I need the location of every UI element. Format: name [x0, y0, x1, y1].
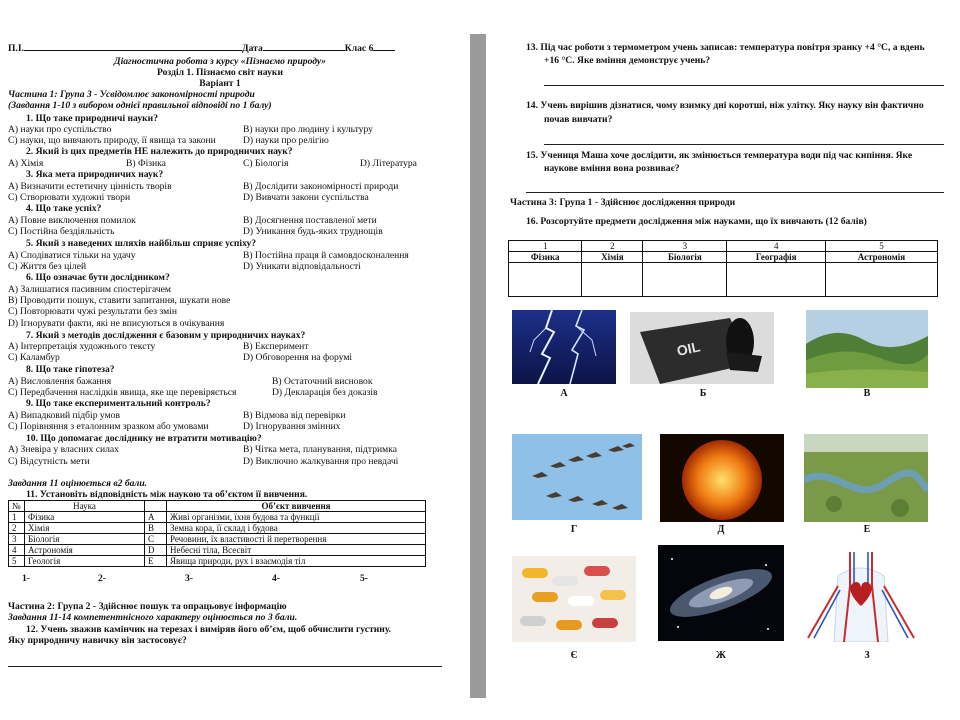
- cell-object: Явища природи, рух і взаємодія тіл: [167, 556, 426, 567]
- option-4d[interactable]: D) Уникання будь-яких труднощів: [243, 226, 383, 237]
- question-16: 16. Розсортуйте предмети дослідження між науками, що їх вивчають (12 балів): [526, 216, 867, 227]
- option-3a[interactable]: А) Визначити естетичну цінність творів: [8, 181, 172, 192]
- option-9b[interactable]: B) Відмова від перевірки: [243, 410, 346, 421]
- header-line: [8, 42, 395, 54]
- option-3b[interactable]: B) Дослідити закономірності природи: [243, 181, 399, 192]
- option-6d[interactable]: D) Ігнорувати факти, які не вписуються в очікування: [8, 318, 225, 329]
- option-7a[interactable]: А) Інтерпретація художнього тексту: [8, 341, 156, 352]
- image-label-d: Д: [717, 524, 725, 535]
- cell-science: Геологія: [25, 556, 145, 567]
- image-label-zh: Ж: [716, 650, 726, 661]
- answer-line-14[interactable]: [544, 144, 944, 145]
- question-6: 6. Що означає бути дослідником?: [26, 272, 170, 283]
- cell-num: 5: [9, 556, 25, 567]
- option-4b[interactable]: B) Досягнення поставленої мети: [243, 215, 377, 226]
- part1-heading: Частина 1: Група 3 - Усвідомлює закономірності природи: [8, 89, 255, 100]
- matching-table: [8, 500, 426, 567]
- svg-text:OIL: OIL: [675, 338, 702, 359]
- option-5c[interactable]: C) Життя без цілей: [8, 261, 87, 272]
- table-row: [9, 545, 426, 556]
- option-6b[interactable]: B) Проводити пошук, ставити запитання, шукати нове: [8, 295, 231, 306]
- sort-col-number: 5: [825, 241, 937, 252]
- cell-object: Небесні тіла, Всесвіт: [167, 545, 426, 556]
- cell-letter: E: [145, 556, 167, 567]
- option-1c[interactable]: C) науки, що вивчають природу, її явища та закони: [8, 135, 216, 146]
- cell-object: Земна кора, її склад і будова: [167, 523, 426, 534]
- image-label-v: В: [863, 388, 871, 399]
- part1-note: (Завдання 1-10 з вибором однієї правильної відповіді по 1 балу): [8, 100, 272, 111]
- option-4a[interactable]: А) Повне виключення помилок: [8, 215, 136, 226]
- option-5a[interactable]: А) Сподіватися тільки на удачу: [8, 250, 136, 261]
- sort-answer-cell[interactable]: [727, 263, 825, 297]
- answer-slot-1[interactable]: 1-: [22, 573, 30, 584]
- task11-question: 11. Установіть відповідність між наукою та об’єктом її вивчення.: [26, 489, 308, 500]
- sort-col-physics: Фізика: [509, 252, 582, 263]
- cell-num: 1: [9, 512, 25, 523]
- sort-col-biology: Біологія: [643, 252, 727, 263]
- sort-answer-cell[interactable]: [582, 263, 643, 297]
- sort-col-astronomy: Астрономія: [825, 252, 937, 263]
- table-row: [9, 512, 426, 523]
- table-row: [9, 534, 426, 545]
- lightning-icon: [512, 310, 616, 384]
- image-label-b: Б: [699, 388, 707, 399]
- title-section: Розділ 1. Пізнаємо світ науки: [157, 67, 283, 78]
- cell-num: 3: [9, 534, 25, 545]
- part3-heading: Частина 3: Група 1 - Здійснює дослідження природи: [510, 197, 736, 208]
- option-5d[interactable]: D) Уникати відповідальності: [243, 261, 361, 272]
- question-8: 8. Що таке гіпотеза?: [26, 364, 115, 375]
- name-label: П.І.: [8, 43, 24, 54]
- sort-col-number: 1: [509, 241, 582, 252]
- image-label-ye: Є: [570, 650, 578, 661]
- answer-slot-5[interactable]: 5-: [360, 573, 368, 584]
- option-8d[interactable]: D) Декларація без доказів: [272, 387, 378, 398]
- option-2d[interactable]: D) Література: [360, 158, 417, 169]
- col-num-header: №: [9, 501, 25, 512]
- question-7: 7. Який з методів дослідження є базовим у природничих науках?: [26, 330, 306, 341]
- image-label-z: З: [864, 650, 870, 661]
- title-variant: Варіант 1: [199, 78, 241, 89]
- option-2c[interactable]: C) Біологія: [243, 158, 289, 169]
- option-3c[interactable]: C) Створювати художні твори: [8, 192, 131, 203]
- option-1a[interactable]: А) науки про суспільство: [8, 124, 112, 135]
- river-icon: [804, 434, 928, 522]
- question-13-line2: +16 °С. Яке вміння демонструє учень?: [544, 55, 711, 66]
- option-8a[interactable]: А) Висловлення бажання: [8, 376, 112, 387]
- cell-letter: D: [145, 545, 167, 556]
- question-13-line1: 13. Під час роботи з термометром учень записав: температура повітря зранку +4 °С, а вдень: [526, 42, 925, 53]
- image-label-a: А: [560, 388, 568, 399]
- question-10: 10. Що допомагає досліднику не втратити мотивацію?: [26, 433, 262, 444]
- sort-answer-cell[interactable]: [509, 263, 582, 297]
- option-5b[interactable]: B) Постійна праця й самовдосконалення: [243, 250, 409, 261]
- option-3d[interactable]: D) Вивчати закони суспільства: [243, 192, 369, 203]
- table-row: [9, 523, 426, 534]
- option-7c[interactable]: C) Каламбур: [8, 352, 60, 363]
- question-4: 4. Що таке успіх?: [26, 203, 102, 214]
- image-label-e: Е: [863, 524, 871, 535]
- answer-slot-4[interactable]: 4-: [272, 573, 280, 584]
- cell-letter: B: [145, 523, 167, 534]
- option-10b[interactable]: B) Чітка мета, планування, підтримка: [243, 444, 397, 455]
- question-12-line1: 12. Учень зважив камінчик на терезах і виміряв його об’єм, щоб обчислити густину.: [26, 624, 392, 635]
- cell-letter: C: [145, 534, 167, 545]
- name-field[interactable]: [24, 42, 242, 51]
- cell-science: Астрономія: [25, 545, 145, 556]
- title-course: Діагностична робота з курсу «Пізнаємо природу»: [114, 56, 326, 67]
- question-3: 3. Яка мета природничих наук?: [26, 169, 164, 180]
- oil-barrel-icon: [630, 312, 774, 384]
- class-label: Клас 6: [344, 43, 374, 54]
- birds-icon: [512, 434, 642, 520]
- option-1b[interactable]: B) науки про людину і культуру: [243, 124, 373, 135]
- right-page: [486, 0, 960, 720]
- part2-note: Завдання 11-14 компетентнісного характеру оцінюється по 3 бали.: [8, 612, 298, 623]
- galaxy-icon: [658, 545, 784, 641]
- question-12-line2: Яку природничу навичку він застосовує?: [8, 635, 187, 646]
- cell-science: Біологія: [25, 534, 145, 545]
- answer-line-12[interactable]: [8, 666, 442, 667]
- option-7b[interactable]: B) Експеримент: [243, 341, 309, 352]
- sort-col-number: 3: [643, 241, 727, 252]
- question-1: 1. Що таке природничі науки?: [26, 113, 159, 124]
- col-science-header: Наука: [25, 501, 145, 512]
- option-1d[interactable]: D) науки про релігію: [243, 135, 329, 146]
- col-letter-header: [145, 501, 167, 512]
- option-9d[interactable]: D) Ігнорування змінних: [243, 421, 341, 432]
- option-9c[interactable]: C) Порівняння з еталонним зразком або умовами: [8, 421, 209, 432]
- sort-col-chemistry: Хімія: [582, 252, 643, 263]
- class-field[interactable]: [373, 42, 395, 51]
- question-15-line2: наукове вміння вона розвиває?: [544, 163, 680, 174]
- sort-col-number: 4: [727, 241, 825, 252]
- sort-col-number: 2: [582, 241, 643, 252]
- sort-answer-cell[interactable]: [643, 263, 727, 297]
- answer-slot-3[interactable]: 3-: [185, 573, 193, 584]
- question-5: 5. Який з наведених шляхів найбільш сприяє успіху?: [26, 238, 257, 249]
- option-2b[interactable]: B) Фізика: [126, 158, 166, 169]
- cell-object: Живі організми, їхня будова та функції: [167, 512, 426, 523]
- question-14-line2: почав вивчати?: [544, 114, 613, 125]
- page-divider: [470, 34, 486, 698]
- table-row: [9, 556, 426, 567]
- mountains-icon: [806, 310, 928, 388]
- answer-slot-2[interactable]: 2-: [98, 573, 106, 584]
- task11-note: Завдання 11 оцінюється в2 бали.: [8, 478, 148, 489]
- question-9: 9. Що таке експериментальний контроль?: [26, 398, 211, 409]
- date-field[interactable]: [263, 42, 345, 51]
- pills-icon: [512, 556, 636, 642]
- option-4c[interactable]: C) Постійна бездіяльність: [8, 226, 115, 237]
- option-8b[interactable]: B) Остаточний висновок: [272, 376, 373, 387]
- option-9a[interactable]: А) Випадковий підбір умов: [8, 410, 120, 421]
- sorting-table: [508, 240, 938, 297]
- date-label: Дата: [242, 43, 263, 54]
- circulatory-system-icon: [794, 546, 928, 642]
- cell-science: Хімія: [25, 523, 145, 534]
- question-15-line1: 15. Учениця Маша хоче дослідити, як змінюється температура води під час кипіння. Яке: [526, 150, 913, 161]
- col-object-header: Об’єкт вивчення: [167, 501, 426, 512]
- cell-science: Фізика: [25, 512, 145, 523]
- option-10a[interactable]: А) Зневіра у власних силах: [8, 444, 119, 455]
- part2-heading: Частина 2: Група 2 - Здійснює пошук та опрацьовує інформацію: [8, 601, 287, 612]
- cell-letter: A: [145, 512, 167, 523]
- sun-icon: [660, 434, 784, 522]
- sort-answer-cell[interactable]: [825, 263, 937, 297]
- answer-line-15[interactable]: [526, 192, 944, 193]
- cell-object: Речовини, їх властивості й перетворення: [167, 534, 426, 545]
- answer-line-13[interactable]: [544, 85, 944, 86]
- left-page: [0, 0, 470, 720]
- option-6c[interactable]: C) Повторювати чужі результати без змін: [8, 306, 177, 317]
- option-10d[interactable]: D) Виключно жалкування про невдачі: [243, 456, 399, 467]
- question-14-line1: 14. Учень вирішив дізнатися, чому взимку дні коротші, ніж улітку. Яку науку він фактично: [526, 100, 924, 111]
- option-10c[interactable]: C) Відсутність мети: [8, 456, 90, 467]
- option-6a[interactable]: А) Залишатися пасивним спостерігачем: [8, 284, 171, 295]
- cell-num: 2: [9, 523, 25, 534]
- cell-num: 4: [9, 545, 25, 556]
- option-7d[interactable]: D) Обговорення на форумі: [243, 352, 353, 363]
- question-2: 2. Який із цих предметів НЕ належить до природничих наук?: [26, 146, 293, 157]
- option-2a[interactable]: А) Хімія: [8, 158, 44, 169]
- sort-col-geography: Географія: [727, 252, 825, 263]
- image-label-g: Г: [570, 524, 578, 535]
- option-8c[interactable]: C) Передбачення наслідків явища, яке ще перевіряється: [8, 387, 237, 398]
